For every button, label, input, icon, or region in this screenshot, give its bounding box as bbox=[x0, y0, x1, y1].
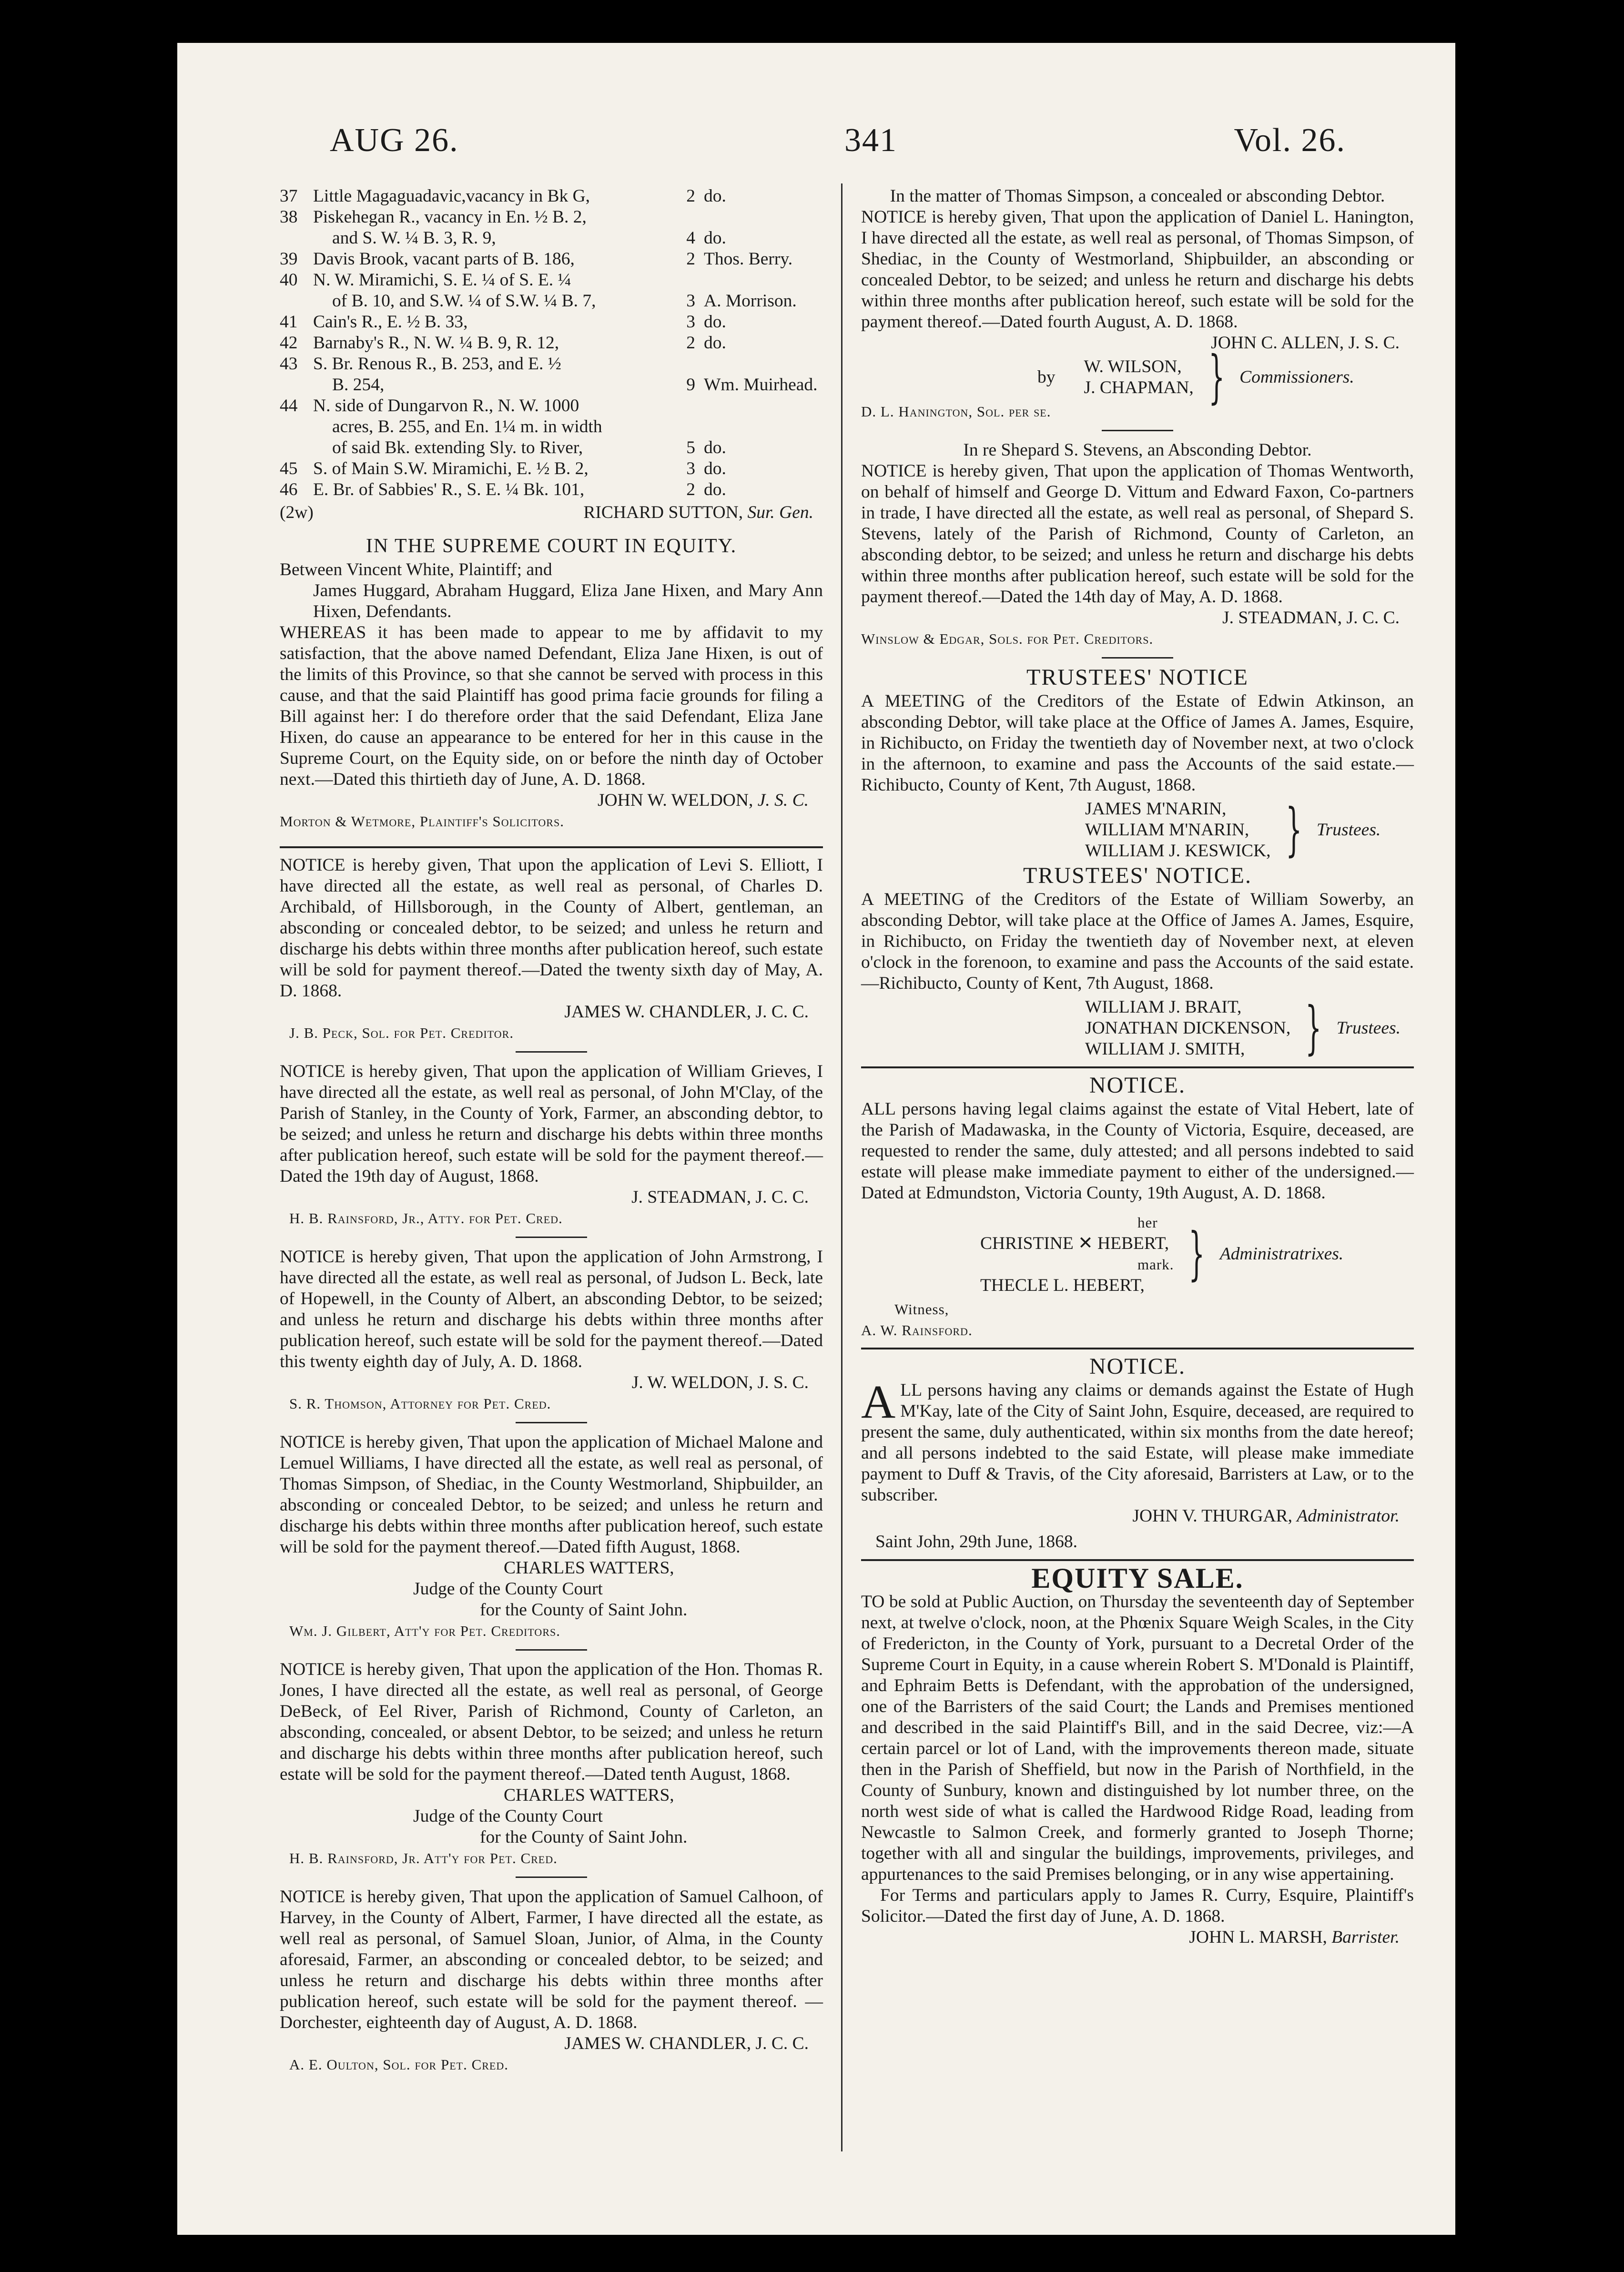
notice-solicitor: A. E. Oulton, Sol. for Pet. Cred. bbox=[289, 2056, 508, 2073]
land-row-description: Barnaby's R., N. W. ¼ B. 9, R. 12, bbox=[313, 333, 559, 353]
simpson-title: In the matter of Thomas Simpson, a concealed or absconding Debtor. bbox=[890, 186, 1385, 206]
divider bbox=[1102, 430, 1173, 431]
land-row-applicant bbox=[704, 396, 818, 416]
land-row-applicant: do. bbox=[704, 480, 726, 499]
notice-signer: for the County of Saint John. bbox=[480, 1827, 688, 1847]
equity-sale-body: TO be sold at Public Auction, on Thursday the seventeenth day of September next, at twelve o'clock, noon, at the Phœnix Square Weigh Scales, in the City of Fredericton, in the County of York, pursuant to a Decretal Order of the Supreme Court in Equity, in a cause wherein Robert S. M'Donald is Plaintiff, and Ephraim Betts is Defendant, with the approbation of the undersigned, one of the Barristers of the said Court; the Lands and Premises mentioned and described in the said Plaintiff's Bill, and in the said Decree, viz:—A certain parcel or lot of Land, with the improvements thereon made, situate then in the Parish of Sheffield, but now in the Parish of Northfield, in the County of Sunbury, known and distinguished by lot number three, on the north west side of what is called the Hardwood Ridge Road, leading from Newcastle to Salmon Creek, and formerly granted to Joseph Thorne; together with all and singular the buildings, improvements, privileges, and appurtenances to the said Premises belonging, or in any wise appertaining. bbox=[861, 1592, 1414, 1884]
land-row-applicant: A. Morrison. bbox=[704, 291, 797, 311]
volume-number: Vol. 26. bbox=[1234, 122, 1346, 159]
trustees-role: Trustees. bbox=[1316, 820, 1381, 840]
right-column bbox=[861, 186, 1414, 1948]
stevens-solicitors: Winslow & Edgar, Sols. for Pet. Creditors. bbox=[861, 630, 1154, 647]
left-notices bbox=[280, 855, 823, 2075]
absconding-debtor-notice: NOTICE is hereby given, That upon the application of Samuel Calhoon, of Harvey, in the County of Albert, Farmer, I have directed all the estate, as well real as personal, of Samuel Sloan, Junior, of Alma, in the County aforesaid, Farmer, an absconding or concealed debtor, to be seized; and unless he return and discharge his debts within three months after publication hereof, such estate will be sold for the payment thereof. —Dorchester, eighteenth day of August, A. D. 1868. bbox=[280, 1887, 823, 2032]
land-list-insertions: (2w) bbox=[280, 503, 314, 522]
hebert-notice-body: ALL persons having legal claims against the estate of Vital Hebert, late of the Parish of Madawaska, in the County of Victoria, Esquire, deceased, are requested to render the same, duly attested; and all persons indebted to said estate will please make immediate payment to either of the undersigned.—Dated at Edmundston, Victoria County, 19th August, A. D. 1868. bbox=[861, 1099, 1414, 1203]
mkay-signer: JOHN V. THURGAR, bbox=[1132, 1506, 1292, 1526]
mkay-notice-heading: NOTICE. bbox=[1089, 1354, 1186, 1379]
land-row-number: 46 bbox=[280, 480, 298, 499]
page-number: 341 bbox=[844, 122, 897, 159]
commissioner-2: J. CHAPMAN, bbox=[1084, 378, 1194, 397]
trustees-notice-1-heading: TRUSTEES' NOTICE bbox=[1026, 665, 1248, 690]
mkay-notice-body bbox=[861, 1375, 1414, 1506]
land-row-applicant bbox=[704, 207, 818, 228]
land-row-number: 43 bbox=[280, 354, 298, 374]
brace-glyph: } bbox=[1285, 797, 1302, 863]
land-row-description: Little Magaguadavic,vacancy in Bk G, bbox=[313, 186, 590, 206]
land-row-applicant: do. bbox=[704, 312, 726, 332]
equity-signer-title: J. S. C. bbox=[757, 791, 809, 810]
land-row-description: Cain's R., E. ½ B. 33, bbox=[313, 312, 468, 332]
stevens-signer: J. STEADMAN, J. C. C. bbox=[1222, 608, 1400, 628]
absconding-debtor-notice: NOTICE is hereby given, That upon the application of John Armstrong, I have directed all the estate, as well real as personal, of Judson L. Beck, late of Hopewell, in the County of Albert, an absconding Debtor, to be seized; and unless he return and discharge his debts within three months after publication hereof, such estate will be sold for the payment thereof.—Dated this twenty eighth day of July, A. D. 1868. bbox=[280, 1247, 823, 1371]
land-row-number: 38 bbox=[280, 207, 298, 227]
land-row-quantity: 3 bbox=[686, 459, 695, 478]
notice-solicitor: Wm. J. Gilbert, Att'y for Pet. Creditors. bbox=[289, 1623, 560, 1639]
trustee-name: WILLIAM J. SMITH, bbox=[1085, 1039, 1245, 1059]
land-row-number: 37 bbox=[280, 186, 298, 206]
notice-signer: Judge of the County Court bbox=[413, 1579, 603, 1599]
divider bbox=[516, 1876, 587, 1878]
administratrix-2: THECLE L. HEBERT, bbox=[980, 1276, 1145, 1295]
stevens-title: In re Shepard S. Stevens, an Absconding Debtor. bbox=[963, 440, 1312, 460]
notice-solicitor: J. B. Peck, Sol. for Pet. Creditor. bbox=[289, 1024, 514, 1041]
land-row-number: 44 bbox=[280, 396, 298, 416]
divider bbox=[516, 1051, 587, 1053]
notice-solicitor: H. B. Rainsford, Jr., Atty. for Pet. Cred. bbox=[289, 1210, 563, 1227]
equity-sale-terms: For Terms and particulars apply to James R. Curry, Esquire, Plaintiff's Solicitor.—Dated the first day of June, A. D. 1868. bbox=[861, 1886, 1414, 1926]
trustee-name: WILLIAM J. KESWICK, bbox=[1085, 841, 1271, 861]
absconding-debtor-notice: NOTICE is hereby given, That upon the application of Michael Malone and Lemuel Williams, I have directed all the estate, as well real as personal, of Thomas Simpson, of Shediac, in the County Westmorland, Shipbuilder, an absconding or concealed Debtor, to be seized; and unless he return and discharge his debts within three months after publication hereof, such estate will be sold for the payment thereof.—Dated fifth August, 1868. bbox=[280, 1432, 823, 1557]
land-row-description: Piskehegan R., vacancy in En. ½ B. 2, bbox=[313, 207, 587, 227]
simpson-signer: JOHN C. ALLEN, J. S. C. bbox=[1211, 333, 1400, 353]
land-row-description: of B. 10, and S.W. ¼ of S.W. ¼ B. 7, bbox=[332, 291, 596, 311]
land-row-number bbox=[280, 437, 313, 458]
notice-solicitor: S. R. Thomson, Attorney for Pet. Cred. bbox=[289, 1395, 551, 1412]
land-list-signer: RICHARD SUTTON, bbox=[583, 503, 743, 522]
land-row-quantity: 2 bbox=[686, 480, 695, 499]
notice-signer: J. STEADMAN, J. C. C. bbox=[631, 1187, 809, 1207]
mkay-notice-text: LL persons having any claims or demands against the Estate of Hugh M'Kay, late of the City of Saint John, Esquire, deceased, are required to present the same, duly authenticated, within six months from the date hereof; and all persons indebted to the said Estate, will please make immediate payment to Duff & Travis, of the City aforesaid, Barristers at Law, or to the subscriber. bbox=[861, 1380, 1414, 1505]
divider bbox=[861, 1348, 1414, 1349]
land-row-quantity bbox=[666, 396, 704, 416]
header-date: AUG 26. bbox=[330, 122, 459, 159]
land-row-applicant: Wm. Muirhead. bbox=[704, 375, 818, 395]
land-row-quantity bbox=[666, 416, 704, 437]
administratrixes-role: Administratrixes. bbox=[1219, 1244, 1344, 1264]
newspaper-page bbox=[177, 43, 1455, 2235]
land-row-applicant: do. bbox=[704, 459, 726, 478]
land-row-number: 45 bbox=[280, 459, 298, 478]
land-row-description: E. Br. of Sabbies' R., S. E. ¼ Bk. 101, bbox=[313, 480, 585, 499]
simpson-body: NOTICE is hereby given, That upon the application of Daniel L. Hanington, I have directed all the estate, as well real as personal, of Thomas Simpson, of Shediac, in the County of Westmorland, Shipbuilder, an absconding or concealed Debtor, to be seized; and unless he return and discharge his debts within three months after publication hereof, such estate will be sold for the payment thereof.—Dated fourth August, A. D. 1868. bbox=[861, 207, 1414, 332]
mkay-dateline: Saint John, 29th June, 1868. bbox=[875, 1532, 1077, 1552]
equity-body: WHEREAS it has been made to appear to me by affidavit to my satisfaction, that the above named Defendant, Eliza Jane Hixen, is out of the limits of this Province, so that she cannot be served with process in this cause, and that the said Plaintiff has good prima facie grounds for filing a Bill against her: I do therefore order that the said Defendant, Eliza Jane Hixen, do cause an appearance to be entered for her in this cause in the Supreme Court, on the Equity side, on or before the ninth day of October next.—Dated this thirtieth day of June, A. D. 1868. bbox=[280, 623, 823, 789]
witness-name: A. W. Rainsford. bbox=[861, 1322, 973, 1339]
her-label: her bbox=[1137, 1214, 1158, 1231]
land-row-description: B. 254, bbox=[332, 375, 385, 395]
witness-label: Witness, bbox=[894, 1301, 949, 1318]
land-row-quantity: 2 bbox=[686, 333, 695, 353]
administratrix-1: CHRISTINE ✕ HEBERT, bbox=[980, 1234, 1169, 1253]
simpson-solicitor: D. L. Hanington, Sol. per se. bbox=[861, 403, 1051, 420]
divider bbox=[280, 846, 823, 848]
divider bbox=[861, 1066, 1414, 1068]
land-row-applicant: do. bbox=[704, 333, 726, 353]
brace-glyph: } bbox=[1188, 1221, 1205, 1287]
drop-cap: A bbox=[861, 1375, 896, 1428]
trustees-notice-2-body: A MEETING of the Creditors of the Estate of William Sowerby, an absconding Debtor, will take place at the Office of James A. James, Esquire, in Richibucto, on Friday the twentieth day of November next, at eleven o'clock in the forenoon, to examine and pass the Accounts of the said estate.—Richibucto, County of Kent, 7th August, 1868. bbox=[861, 890, 1414, 993]
land-row-description: S. Br. Renous R., B. 253, and E. ½ bbox=[313, 354, 561, 374]
land-row-quantity: 2 bbox=[686, 186, 695, 206]
land-row-number: 41 bbox=[280, 312, 298, 332]
land-row-number bbox=[280, 375, 313, 396]
land-row-number: 39 bbox=[280, 249, 298, 269]
notice-signer: CHARLES WATTERS, bbox=[504, 1785, 674, 1805]
trustees-notice-2-heading: TRUSTEES' NOTICE. bbox=[1023, 863, 1252, 888]
land-row-description: acres, B. 255, and En. 1¼ m. in width bbox=[332, 417, 602, 436]
notice-signer: for the County of Saint John. bbox=[480, 1600, 688, 1620]
mkay-role: Administrator. bbox=[1297, 1506, 1400, 1526]
divider bbox=[1102, 657, 1173, 659]
land-row-quantity: 9 bbox=[686, 375, 695, 395]
trustees-1-names bbox=[861, 799, 1414, 862]
simpson-commissioners bbox=[861, 344, 1414, 410]
land-row-quantity bbox=[666, 207, 704, 228]
equity-sale-role: Barrister. bbox=[1331, 1927, 1400, 1947]
land-list-table bbox=[280, 186, 823, 500]
notice-signer: Judge of the County Court bbox=[413, 1806, 603, 1826]
land-list-signer-title: Sur. Gen. bbox=[747, 503, 813, 522]
administratrixes bbox=[861, 1212, 1414, 1296]
divider bbox=[516, 1237, 587, 1238]
trustee-name: JONATHAN DICKENSON, bbox=[1085, 1018, 1291, 1038]
notice-solicitor: H. B. Rainsford, Jr. Att'y for Pet. Cred. bbox=[289, 1850, 558, 1866]
land-row-quantity: 5 bbox=[686, 438, 695, 457]
land-row-number bbox=[280, 228, 313, 249]
equity-parties-1: Between Vincent White, Plaintiff; and bbox=[280, 560, 552, 579]
notice-signer: CHARLES WATTERS, bbox=[504, 1558, 674, 1578]
land-row-quantity bbox=[666, 270, 704, 291]
land-row-quantity bbox=[666, 354, 704, 375]
absconding-debtor-notice: NOTICE is hereby given, That upon the application of William Grieves, I have directed all the estate, as well real as personal, of John M'Clay, of the Parish of Stanley, in the County of York, Farmer, an absconding debtor, to be seized; and unless he return and discharge his debts within three months after publication hereof, such estate will be sold for the payment thereof.—Dated the 19th day of August, 1868. bbox=[280, 1062, 823, 1186]
commissioner-1: W. WILSON, bbox=[1084, 357, 1182, 376]
notice-signer: JAMES W. CHANDLER, J. C. C. bbox=[564, 2034, 809, 2053]
land-row-description: S. of Main S.W. Miramichi, E. ½ B. 2, bbox=[313, 459, 589, 478]
trustees-2-names bbox=[861, 997, 1414, 1060]
equity-sale-signer: JOHN L. MARSH, bbox=[1189, 1927, 1327, 1947]
land-row-applicant: Thos. Berry. bbox=[704, 249, 793, 269]
trustees-notice-1-body: A MEETING of the Creditors of the Estate of Edwin Atkinson, an absconding Debtor, will take place at the Office of James A. James, Esquire, in Richibucto, on Friday the twentieth day of November next, at two o'clock in the afternoon, to examine and pass the Accounts of the said estate.—Richibucto, County of Kent, 7th August, 1868. bbox=[861, 691, 1414, 795]
land-row-applicant: do. bbox=[704, 228, 726, 248]
divider bbox=[516, 1649, 587, 1651]
hebert-notice-heading: NOTICE. bbox=[1089, 1073, 1186, 1098]
land-row-description: and S. W. ¼ B. 3, R. 9, bbox=[332, 228, 496, 248]
land-row-quantity: 2 bbox=[686, 249, 695, 269]
divider bbox=[516, 1422, 587, 1423]
land-row-number: 40 bbox=[280, 270, 298, 290]
divider bbox=[861, 1559, 1414, 1561]
land-row-description: of said Bk. extending Sly. to River, bbox=[332, 438, 583, 457]
land-row-description: N. W. Miramichi, S. E. ¼ of S. E. ¼ bbox=[313, 270, 571, 290]
land-row-applicant: do. bbox=[704, 186, 726, 206]
trustee-name: WILLIAM J. BRAIT, bbox=[1085, 997, 1242, 1017]
land-row-number bbox=[280, 416, 313, 437]
column-divider bbox=[841, 183, 842, 2151]
absconding-debtor-notice: NOTICE is hereby given, That upon the application of Levi S. Elliott, I have directed all the estate, as well real as personal, of Charles D. Archibald, of Hillsborough, in the County of Albert, gentleman, an absconding or concealed debtor, to be seized; and unless he return and discharge his debts within three months after publication hereof, such estate will be sold for payment thereof.—Dated the twenty sixth day of May, A. D. 1868. bbox=[280, 855, 823, 1001]
equity-sale-heading: EQUITY SALE. bbox=[1031, 1562, 1244, 1594]
equity-signer: JOHN W. WELDON, bbox=[597, 791, 753, 810]
equity-solicitors: Morton & Wetmore, Plaintiff's Solicitors. bbox=[280, 813, 564, 830]
land-row-number: 42 bbox=[280, 333, 298, 353]
stevens-body: NOTICE is hereby given, That upon the application of Thomas Wentworth, on behalf of himself and George D. Vittum and Edward Faxon, Co-partners in trade, I have directed all the estate, as well real as personal, of Shepard S. Stevens, lately of the Parish of Richmond, County of Carleton, an absconding debtor, to be seized; and unless he return and discharge his debts within three months after publication hereof, such estate will be sold for the payment thereof.—Dated the 14th day of May, A. D. 1868. bbox=[861, 461, 1414, 607]
land-list-footer bbox=[280, 502, 823, 523]
land-row-number bbox=[280, 291, 313, 312]
land-row-applicant bbox=[704, 416, 818, 437]
left-column bbox=[280, 186, 823, 2075]
land-row-applicant bbox=[704, 354, 818, 375]
trustee-name: JAMES M'NARIN, bbox=[1085, 799, 1227, 819]
brace-glyph: } bbox=[1305, 995, 1322, 1061]
equity-parties-2: James Huggard, Abraham Huggard, Eliza Jane Hixen, and Mary Ann Hixen, Defendants. bbox=[313, 581, 823, 621]
notice-signer: JAMES W. CHANDLER, J. C. C. bbox=[564, 1002, 809, 1022]
mark-label: mark. bbox=[1137, 1256, 1174, 1273]
absconding-debtor-notice: NOTICE is hereby given, That upon the application of the Hon. Thomas R. Jones, I have directed all the estate, as well real as personal, of George DeBeck, of Eel River, Parish of Richmond, County of Carleton, an absconding, concealed, or absent Debtor, to be seized; and unless he return and discharge his debts within three months after publication hereof, such estate will be sold for the payment thereof.—Dated tenth August, 1868. bbox=[280, 1660, 823, 1784]
land-row-applicant: do. bbox=[704, 438, 726, 457]
land-row-applicant bbox=[704, 270, 818, 291]
land-row-quantity: 3 bbox=[686, 312, 695, 332]
land-row-description: N. side of Dungarvon R., N. W. 1000 bbox=[313, 396, 579, 416]
land-row-quantity: 3 bbox=[686, 291, 695, 311]
commissioners-role: Commissioners. bbox=[1239, 367, 1354, 387]
notice-signer: J. W. WELDON, J. S. C. bbox=[631, 1373, 809, 1392]
land-row-description: Davis Brook, vacant parts of B. 186, bbox=[313, 249, 575, 269]
trustee-name: WILLIAM M'NARIN, bbox=[1085, 820, 1249, 840]
trustees-role: Trustees. bbox=[1336, 1018, 1401, 1038]
simpson-by: by bbox=[1037, 367, 1056, 387]
equity-court-heading: IN THE SUPREME COURT IN EQUITY. bbox=[365, 535, 737, 557]
brace-glyph: } bbox=[1208, 344, 1225, 410]
land-row-quantity: 4 bbox=[686, 228, 695, 248]
